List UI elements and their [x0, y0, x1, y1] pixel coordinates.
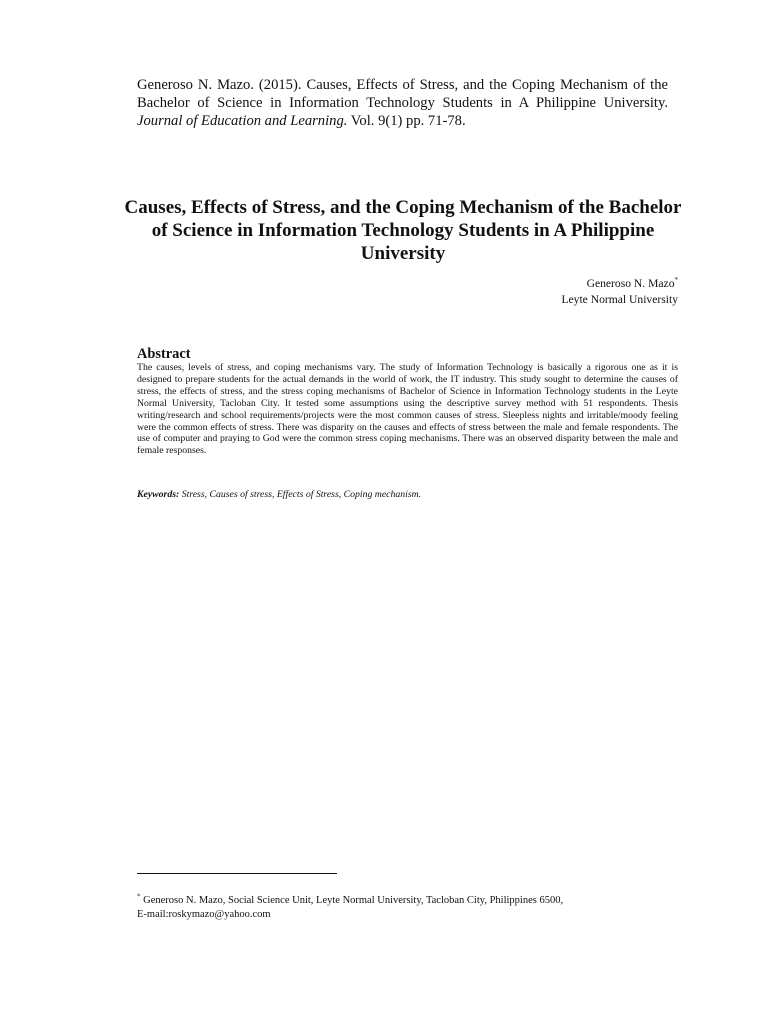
- footnote: [137, 894, 668, 922]
- author-affiliation: Leyte Normal University: [561, 293, 678, 306]
- citation-journal: Journal of Education and Learning.: [137, 113, 348, 129]
- author-footnote-marker: *: [674, 276, 678, 285]
- abstract-body: The causes, levels of stress, and coping mechanisms vary. The study of Information Technology is basically a rigorous one as it is designed to prepare students for the actual demands in the world of work, the IT industry. This study sought to determine the causes of stress, the effects of stress, and the stress coping mechanisms of Bachelor of Science in Information Technology students in the Leyte Normal University, Tacloban City. It tested some assumptions using the descriptive survey method with 51 respondents. Thesis writing/research and school requirements/projects were the most common causes of stress. Sleepless nights and irritable/moody feeling were the common effects of stress. There was disparity on the causes and effects of stress between the male and female respondents. The use of computer and praying to God were the common stress coping mechanisms. There was an observed disparity between the male and female responses.: [137, 362, 678, 457]
- keywords-label: Keywords:: [137, 489, 180, 500]
- author-name: Generoso N. Mazo: [586, 277, 675, 290]
- citation-volume: Vol. 9(1) pp. 71-78.: [347, 113, 466, 129]
- citation: [137, 76, 668, 130]
- author-name-line: [561, 276, 678, 292]
- abstract-heading: Abstract: [137, 346, 191, 362]
- citation-text: Generoso N. Mazo. (2015). Causes, Effects of Stress, and the Coping Mechanism of the Bachelor of Science in Information Technology Students in A Philippine University.: [137, 77, 668, 111]
- keywords-text: Stress, Causes of stress, Effects of Stress, Coping mechanism.: [179, 489, 422, 500]
- footnote-address: Generoso N. Mazo, Social Science Unit, Leyte Normal University, Tacloban City, Philippines 6500,: [140, 895, 564, 906]
- footnote-email: E-mail:roskymazo@yahoo.com: [137, 909, 271, 920]
- footnote-line-1: [137, 894, 668, 908]
- keywords: [137, 489, 678, 501]
- footnote-marker: *: [137, 892, 141, 901]
- paper-title: Causes, Effects of Stress, and the Coping Mechanism of the Bachelor of Science in Information Technology Students in A Philippine University: [124, 197, 682, 264]
- footnote-divider: [137, 873, 337, 874]
- author-block: [561, 276, 678, 308]
